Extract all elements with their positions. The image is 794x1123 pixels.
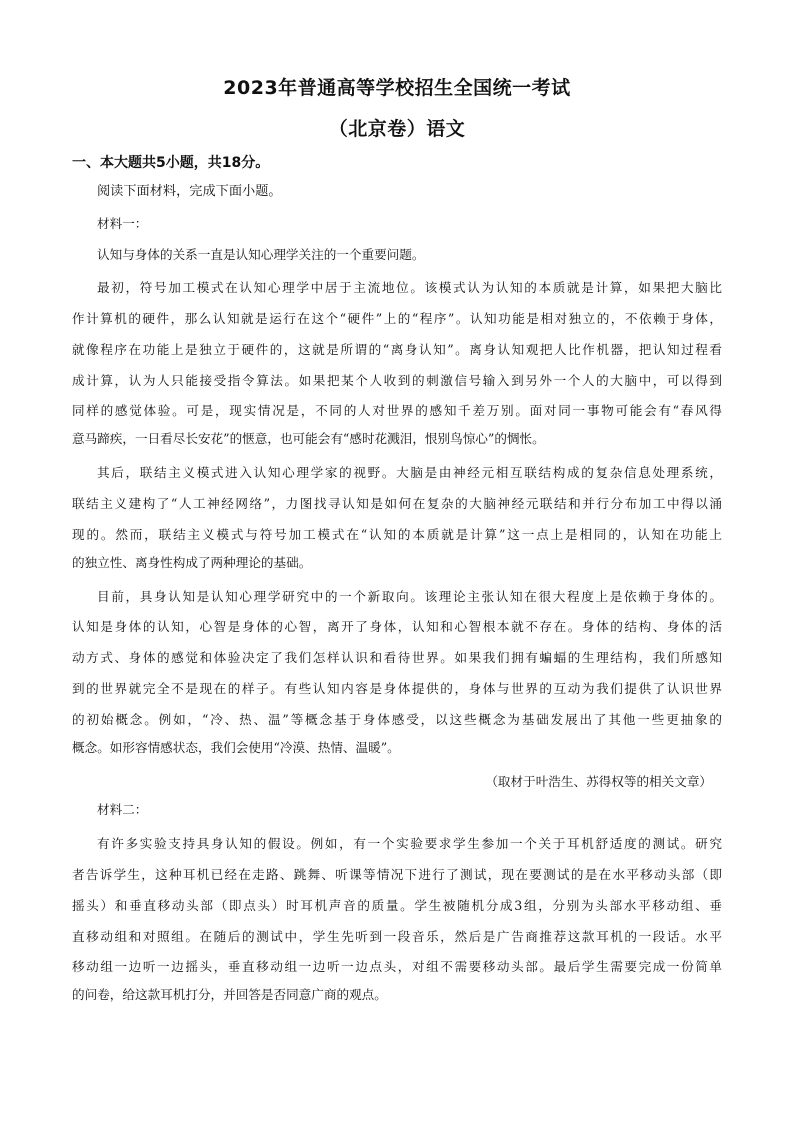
material1-line: 的初始概念。例如，“冷、热、温”等概念基于身体感受，以这些概念为基础发展出了其他一些更抽象的 xyxy=(72,712,722,727)
material1-line: 动方式、身体的感觉和体验决定了我们怎样认识和看待世界。如果我们拥有蝙蝠的生理结构，我们所感知 xyxy=(72,650,722,665)
material2-label: 材料二： xyxy=(97,802,148,817)
material1-source: （取材于叶浩生、苏得权等的相关文章） xyxy=(485,774,712,789)
material1-line: 同样的感觉体验。可是，现实情况是，不同的人对世界的感知千差万别。面对同一事物可能会有“春风得 xyxy=(72,403,722,418)
material2-line: 有许多实验支持具身认知的假设。例如，有一个实验要求学生参加一个关于耳机舒适度的测试。研究 xyxy=(97,836,722,851)
material1-line: 现的。然而，联结主义模式与符号加工模式在“认知的本质就是计算”这一点上是相同的，认知在功能上 xyxy=(72,527,722,542)
material1-line: 目前，具身认知是认知心理学研究中的一个新取向。该理论主张认知在很大程度上是依赖于身体的。 xyxy=(97,589,722,604)
material1-line: 概念。如形容情感状态，我们会使用“冷漠、热情、温暖”。 xyxy=(72,740,400,755)
material1-line: 其后，联结主义模式进入认知心理学家的视野。大脑是由神经元相互联结构成的复杂信息处理系统， xyxy=(97,465,722,480)
section-heading: 一、本大题共5小题，共18分。 xyxy=(72,155,270,171)
material1-line: 认知是身体的认知，心智是身体的心智，离开了身体，认知和心智根本就不存在。身体的结构、身体的活 xyxy=(72,619,722,634)
material2-line: 的问卷，给这款耳机打分，并回答是否同意广商的观点。 xyxy=(72,987,387,1002)
material2-line: 摇头）和垂直移动头部（即点头）时耳机声音的质量。学生被随机分成3组，分别为头部水平移动组、垂 xyxy=(72,898,722,913)
material1-line: 最初，符号加工模式在认知心理学中居于主流地位。该模式认为认知的本质就是计算，如果把大脑比 xyxy=(97,280,722,295)
material1-line: 到的世界就完全不是现在的样子。有些认知内容是身体提供的，身体与世界的互动为我们提供了认识世界 xyxy=(72,681,722,696)
material1-line: 作计算机的硬件，那么认知就是运行在这个“硬件”上的“程序”。认知功能是相对独立的，不依赖于身体， xyxy=(72,311,722,326)
material1-label: 材料一： xyxy=(97,216,148,231)
material1-line: 的独立性、离身性构成了两种理论的基础。 xyxy=(72,555,312,570)
material1-line: 意马蹄疾，一日看尽长安花”的惬意，也可能会有“感时花溅泪，恨别鸟惊心”的惆怅。 xyxy=(72,431,545,446)
material1-line: 成计算，认为人只能接受指令算法。如果把某个人收到的刺激信号输入到另外一个人的大脑中，可以得到 xyxy=(72,373,722,388)
instruction-text: 阅读下面材料，完成下面小题。 xyxy=(97,184,282,199)
material2-line: 直移动组和对照组。在随后的测试中，学生先听到一段音乐，然后是广告商推荐这款耳机的一段话。水平 xyxy=(72,929,722,944)
material1-line: 就像程序在功能上是独立于硬件的，这就是所谓的“离身认知”。离身认知观把人比作机器，把认知过程看 xyxy=(72,342,722,357)
material1-line: 认知与身体的关系一直是认知心理学关注的一个重要问题。 xyxy=(97,247,425,262)
exam-title: 2023年普通高等学校招生全国统一考试 xyxy=(223,77,571,99)
exam-subtitle: （北京卷）语文 xyxy=(328,118,466,140)
material2-line: 移动组一边听一边摇头，垂直移动组一边听一边点头，对组不需要移动头部。最后学生需要完成一份简单 xyxy=(72,959,722,974)
material2-line: 者告诉学生，这种耳机已经在走路、跳舞、听课等情况下进行了测试，现在要测试的是在水平移动头部（即 xyxy=(72,867,722,882)
material1-line: 联结主义建构了“人工神经网络”，力图找寻认知是如何在复杂的大脑神经元联结和并行分布加工中得以涌 xyxy=(72,496,722,511)
